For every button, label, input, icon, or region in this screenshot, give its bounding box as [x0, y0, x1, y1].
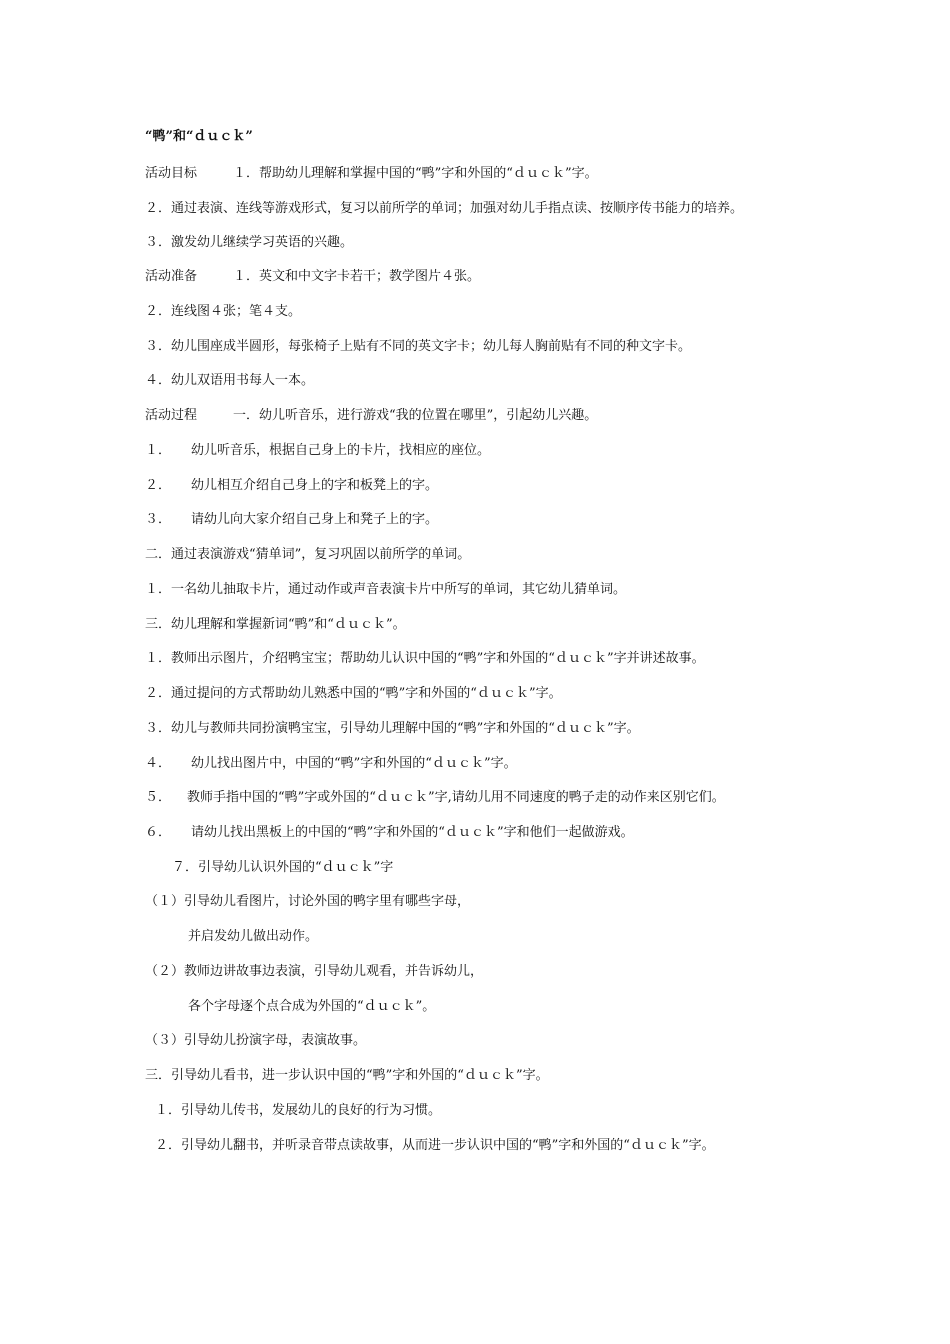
step-text: 幼儿听音乐，根据自己身上的卡片，找相应的座位。: [191, 443, 491, 458]
process-step: [145, 755, 517, 773]
preparation-item: １．英文和中文字卡若干；教学图片４张。: [233, 269, 481, 284]
document-title: “鸭”和“ｄｕｃｋ”: [145, 129, 253, 144]
step-text: 教师手指中国的“鸭”字或外国的“ｄｕｃｋ”字,请幼儿用不同速度的鸭子走的动作来区别它们。: [187, 790, 725, 805]
sub-item: （２）教师边讲故事边表演，引导幼儿观看，并告诉幼儿，: [145, 964, 484, 979]
section-heading: 三．幼儿理解和掌握新词“鸭”和“ｄｕｃｋ”。: [145, 617, 406, 632]
process-item: ２．通过提问的方式帮助幼儿熟悉中国的“鸭”字和外国的“ｄｕｃｋ”字。: [145, 686, 562, 701]
step-text: 请幼儿找出黑板上的中国的“鸭”字和外国的“ｄｕｃｋ”字和他们一起做游戏。: [191, 825, 634, 840]
sub-item: （３）引导幼儿扮演字母，表演故事。: [145, 1033, 367, 1048]
step-number: ４．: [145, 756, 172, 771]
process-item: 一．幼儿听音乐，进行游戏“我的位置在哪里”，引起幼儿兴趣。: [233, 408, 598, 423]
preparation-label: 活动准备: [145, 269, 198, 284]
section-heading: 三．引导幼儿看书，进一步认识中国的“鸭”字和外国的“ｄｕｃｋ”字。: [145, 1068, 549, 1083]
step-number: １．: [145, 443, 172, 458]
sub-item: （１）引导幼儿看图片，讨论外国的鸭字里有哪些字母，: [145, 894, 471, 909]
process-item: １．一名幼儿抽取卡片，通过动作或声音表演卡片中所写的单词，其它幼儿猜单词。: [145, 582, 627, 597]
preparation-item: ４．幼儿双语用书每人一本。: [145, 373, 315, 388]
process-row: [145, 407, 597, 425]
process-label: 活动过程: [145, 408, 198, 423]
step-number: ２．: [145, 478, 172, 493]
process-item: １．教师出示图片，介绍鸭宝宝；帮助幼儿认识中国的“鸭”字和外国的“ｄｕｃｋ”字并讲述故事。: [145, 651, 705, 666]
objectives-label: 活动目标: [145, 166, 198, 181]
sub-item-continued: 各个字母逐个点合成为外国的“ｄｕｃｋ”。: [188, 999, 436, 1014]
step-number: ５．: [145, 790, 172, 805]
process-step: [145, 442, 490, 460]
sub-item-continued: 并启发幼儿做出动作。: [188, 929, 319, 944]
objectives-item: ３．激发幼儿继续学习英语的兴趣。: [145, 235, 354, 250]
preparation-item: ３．幼儿围座成半圆形，每张椅子上贴有不同的英文字卡；幼儿每人胸前贴有不同的种文字卡。: [145, 339, 692, 354]
preparation-item: ２．连线图４张；笔４支。: [145, 304, 302, 319]
objectives-item: １．帮助幼儿理解和掌握中国的“鸭”字和外国的“ｄｕｃｋ”字。: [233, 166, 598, 181]
step-number: ３．: [145, 512, 172, 527]
process-item: ３．幼儿与教师共同扮演鸭宝宝，引导幼儿理解中国的“鸭”字和外国的“ｄｕｃｋ”字。: [145, 721, 640, 736]
section-heading: 二．通过表演游戏“猜单词”，复习巩固以前所学的单词。: [145, 547, 471, 562]
objectives-row: [145, 165, 598, 183]
step-text: 幼儿相互介绍自己身上的字和板凳上的字。: [191, 478, 439, 493]
step-text: 请幼儿向大家介绍自己身上和凳子上的字。: [191, 512, 439, 527]
process-step: [145, 824, 634, 842]
process-step: [145, 789, 725, 807]
process-item: ２．引导幼儿翻书，并听录音带点读故事，从而进一步认识中国的“鸭”字和外国的“ｄｕｃｋ”字。: [155, 1138, 715, 1153]
process-item: ７．引导幼儿认识外国的“ｄｕｃｋ”字: [172, 860, 394, 875]
process-item: １．引导幼儿传书，发展幼儿的良好的行为习惯。: [155, 1103, 442, 1118]
step-number: ６．: [145, 825, 172, 840]
step-text: 幼儿找出图片中，中国的“鸭”字和外国的“ｄｕｃｋ”字。: [191, 756, 517, 771]
process-step: [145, 477, 438, 495]
process-step: [145, 511, 438, 529]
objectives-item: ２．通过表演、连线等游戏形式，复习以前所学的单词；加强对幼儿手指点读、按顺序传书能力的培养。: [145, 201, 744, 216]
preparation-row: [145, 268, 480, 286]
